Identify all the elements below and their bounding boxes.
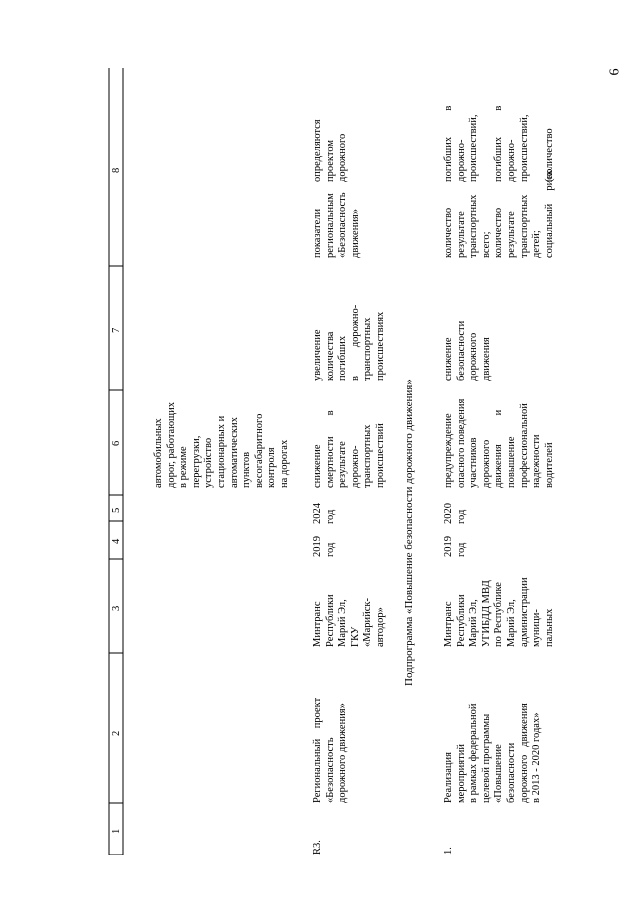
row1-col4: 2019 год (443, 536, 467, 557)
header-col-7: 7 (111, 327, 122, 333)
header-col-1: 1 (111, 828, 122, 834)
row1-col5: 2020 год (443, 503, 467, 524)
header-col-6: 6 (111, 440, 122, 446)
row1-number: 1. (443, 847, 454, 855)
row1-col8-right: погибших в дорожно- происшествий, погибших в дорожно- происшествий, (количество (443, 105, 555, 182)
subprogram-title: Подпрограмма «Повышение безопасности дорожного движения» (403, 379, 415, 686)
row1-col7: снижение безопасности дорожного движения (443, 320, 492, 381)
header-col-5: 5 (111, 507, 122, 513)
r3-col4: 2019 год (312, 536, 336, 557)
page-number: 6 (607, 68, 623, 76)
header-col-2: 2 (111, 730, 122, 736)
row1-col6: предупреждение опасного поведения участников дорожного движения и повышение профессиональной надежности водителей (443, 398, 555, 488)
r3-col2: Региональный проект «Безопасность дорожного движения» (312, 697, 349, 803)
r3-col3: Минтранс Республики Марий Эл, ГКУ «Марийск- автодор» (312, 594, 386, 647)
header-col-8: 8 (111, 167, 122, 173)
header-col-3: 3 (111, 605, 122, 611)
r3-col7: увеличение количества погибших в дорожно- транспортных происшествиях (312, 304, 386, 381)
row1-col8-left: количество результате транспортных всего; количество результате транспортных детей; социальный риск (443, 170, 555, 258)
header-col-4: 4 (111, 538, 122, 544)
rotated-table (105, 68, 605, 855)
r3-number: R3. (312, 840, 323, 855)
continued-cell-col6: автомобильных дорог, работающих в режиме перегрузки, устройство стационарных и автоматических пунктов весогабаритного контроля на дорогах (153, 401, 290, 488)
row1-col2: Реализация мероприятий в рамках федеральной целевой программы «Повышение безопасности дорожного движения в 2013 - 2020 годах» (443, 703, 543, 803)
row1-col3: Минтранс Республики Марий Эл, УГИБДД МВД по Республике Марий Эл, администрации муници- пальных (443, 577, 555, 647)
r3-col8-right: определяются проектом дорожного (312, 119, 349, 182)
r3-col6: снижение смертности в результате дорожно- транспортных происшествий (312, 410, 386, 488)
r3-col8-left: показатели региональным «Безопасность движения» (312, 192, 361, 258)
r3-col5: 2024 год (312, 503, 336, 524)
